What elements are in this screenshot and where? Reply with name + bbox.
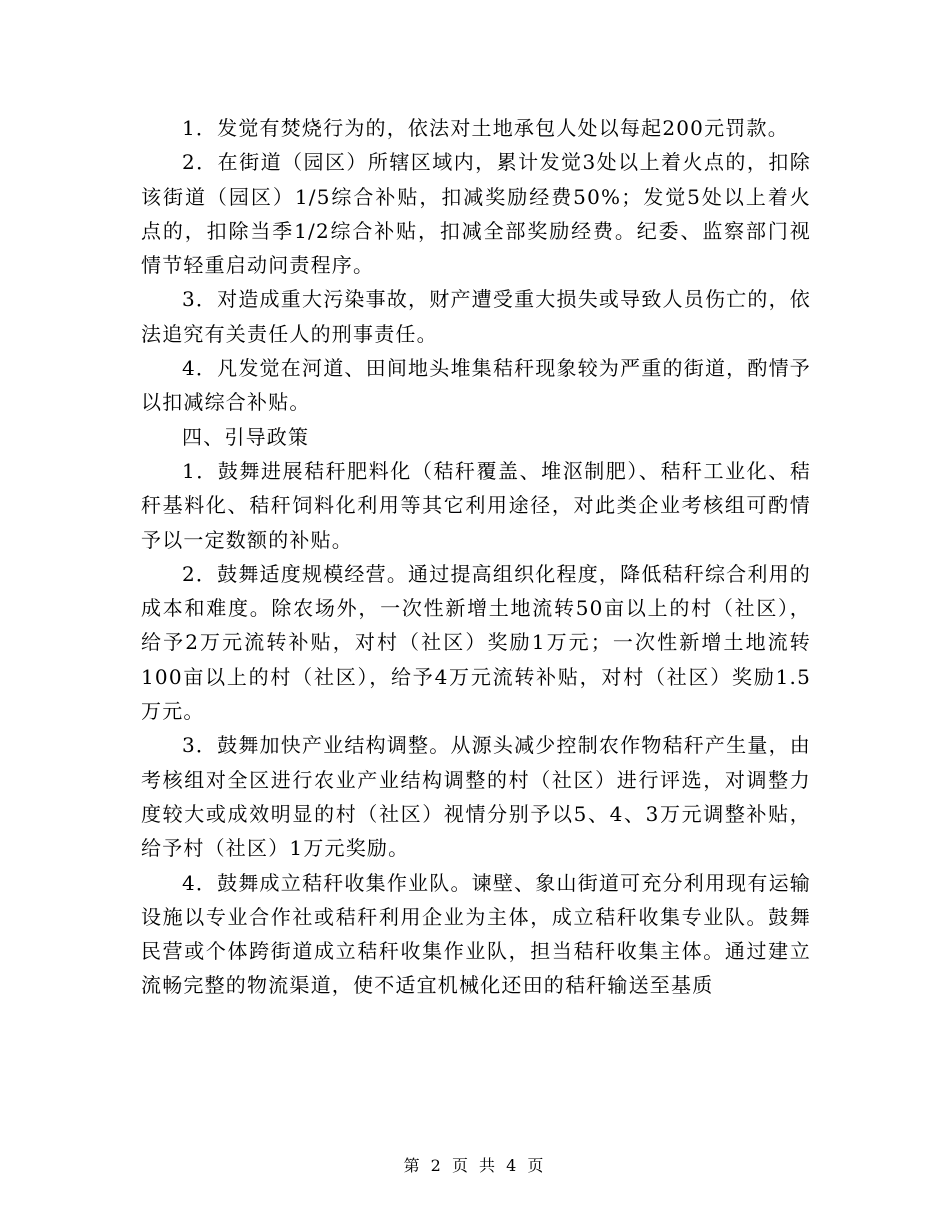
paragraph-1: 1．发觉有焚烧行为的，依法对土地承包人处以每起200元罚款。 (182, 116, 789, 140)
page-footer: 第 2 页 共 4 页 (403, 1156, 547, 1175)
section-heading: 四、引导政策 (182, 424, 310, 449)
paragraph-8: 4．鼓舞成立秸秆收集作业队。谏壁、象山街道可充分利用现有运输设施以专业合作社或秸秆利用企业为主体，成立秸秆收集专业队。鼓舞民营或个体跨街道成立秸秆收集作业队，担当秸秆收集主体。通过建立流畅完整的物流渠道，使不适宜机械化还田的秸秆输送至基质 (141, 870, 811, 998)
paragraph-6: 2．鼓舞适度规模经营。通过提高组织化程度，降低秸秆综合利用的成本和难度。除农场外，一次性新增土地流转50亩以上的村（社区），给予2万元流转补贴，对村（社区）奖励1万元；一次性新增土地流转100亩以上的村（社区），给予4万元流转补贴，对村（社区）奖励1.5万元。 (141, 561, 811, 724)
paragraph-2: 2．在街道（园区）所辖区域内，累计发觉3处以上着火点的，扣除该街道（园区）1/5综合补贴，扣减奖励经费50%；发觉5处以上着火点的，扣除当季1/2综合补贴，扣减全部奖励经费。纪委、监察部门视情节轻重启动问责程序。 (141, 150, 811, 278)
body-text (141, 111, 811, 1003)
paragraph-3: 3．对造成重大污染事故，财产遭受重大损失或导致人员伤亡的，依法追究有关责任人的刑事责任。 (141, 287, 811, 346)
paragraph-4: 4．凡发觉在河道、田间地头堆集秸秆现象较为严重的街道，酌情予以扣减综合补贴。 (141, 356, 811, 415)
paragraph-7: 3．鼓舞加快产业结构调整。从源头减少控制农作物秸秆产生量，由考核组对全区进行农业产业结构调整的村（社区）进行评选，对调整力度较大或成效明显的村（社区）视情分别予以5、4、3万元调整补贴，给予村（社区）1万元奖励。 (141, 733, 811, 861)
paragraph-5: 1．鼓舞进展秸秆肥料化（秸秆覆盖、堆沤制肥）、秸秆工业化、秸秆基料化、秸秆饲料化利用等其它利用途径，对此类企业考核组可酌情予以一定数额的补贴。 (141, 458, 811, 552)
